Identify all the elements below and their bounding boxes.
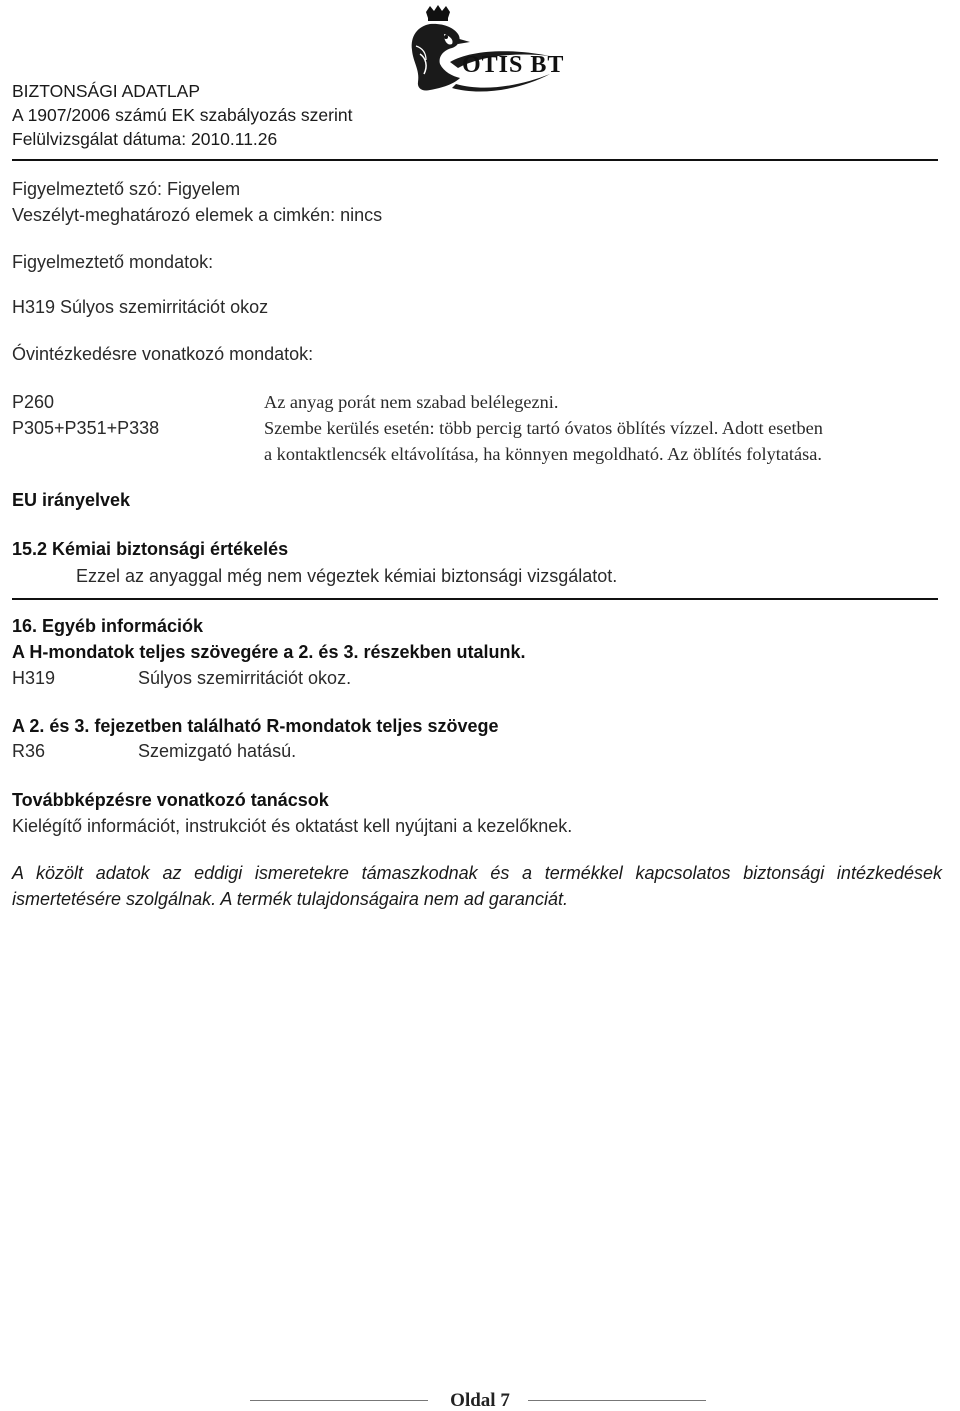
section-16-heading: 16. Egyéb információk	[12, 616, 204, 636]
hazard-elements: Veszélyt-meghatározó elemek a cimkén: nincs	[12, 205, 383, 225]
regulation-reference: A 1907/2006 számú EK szabályozás szerint	[12, 105, 353, 125]
training-heading: Továbbképzésre vonatkozó tanácsok	[12, 790, 329, 810]
r-text: Szemizgató hatású.	[138, 741, 297, 761]
footer-rule-left	[250, 1400, 428, 1401]
precautionary-code: P305+P351+P338	[12, 418, 160, 438]
header-divider	[12, 159, 938, 161]
r-statements-heading: A 2. és 3. fejezetben található R-mondatok teljes szövege	[12, 716, 499, 736]
h-statements-heading: A H-mondatok teljes szövegére a 2. és 3. részekben utalunk.	[12, 642, 526, 662]
disclaimer	[12, 860, 942, 912]
document-title: BIZTONSÁGI ADATLAP	[12, 81, 201, 101]
precautionary-heading: Óvintézkedésre vonatkozó mondatok:	[12, 344, 314, 364]
signal-word: Figyelmeztető szó: Figyelem	[12, 179, 241, 199]
section-15-2-text: Ezzel az anyaggal még nem végeztek kémiai biztonsági vizsgálatot.	[76, 566, 618, 586]
disclaimer-line: A közölt adatok az eddigi ismeretekre támaszkodnak és a termékkel kapcsolatos biztonsági intézkedések	[12, 863, 942, 883]
hazard-statements-heading: Figyelmeztető mondatok:	[12, 252, 214, 272]
eu-directives-heading: EU irányelvek	[12, 490, 131, 510]
precautionary-text: a kontaktlencsék eltávolítása, ha könnyen megoldható. Az öblítés folytatása.	[264, 444, 822, 464]
company-logo	[400, 4, 565, 96]
hazard-statement: H319 Súlyos szemirritációt okoz	[12, 297, 269, 317]
section-15-2-heading: 15.2 Kémiai biztonsági értékelés	[12, 539, 289, 559]
otis-bird-logo-icon	[400, 4, 555, 96]
footer-rule-right	[528, 1400, 706, 1401]
h-text: Súlyos szemirritációt okoz.	[138, 668, 352, 688]
disclaimer-line: ismertetésére szolgálnak. A termék tulajdonságaira nem ad garanciát.	[12, 889, 568, 909]
revision-date: Felülvizsgálat dátuma: 2010.11.26	[12, 129, 278, 149]
precautionary-text: Szembe kerülés esetén: több percig tartó óvatos öblítés vízzel. Adott esetben	[264, 418, 823, 438]
page-footer	[0, 1390, 960, 1411]
page-number: Oldal 7	[450, 1390, 510, 1411]
r-code: R36	[12, 741, 46, 761]
training-text: Kielégítő információt, instrukciót és oktatást kell nyújtani a kezelőknek.	[12, 816, 573, 836]
logo-text: OTIS BT	[462, 52, 565, 78]
precautionary-code: P260	[12, 392, 55, 412]
precautionary-text: Az anyag porát nem szabad belélegezni.	[264, 392, 559, 412]
h-code: H319	[12, 668, 56, 688]
section-divider	[12, 598, 938, 600]
